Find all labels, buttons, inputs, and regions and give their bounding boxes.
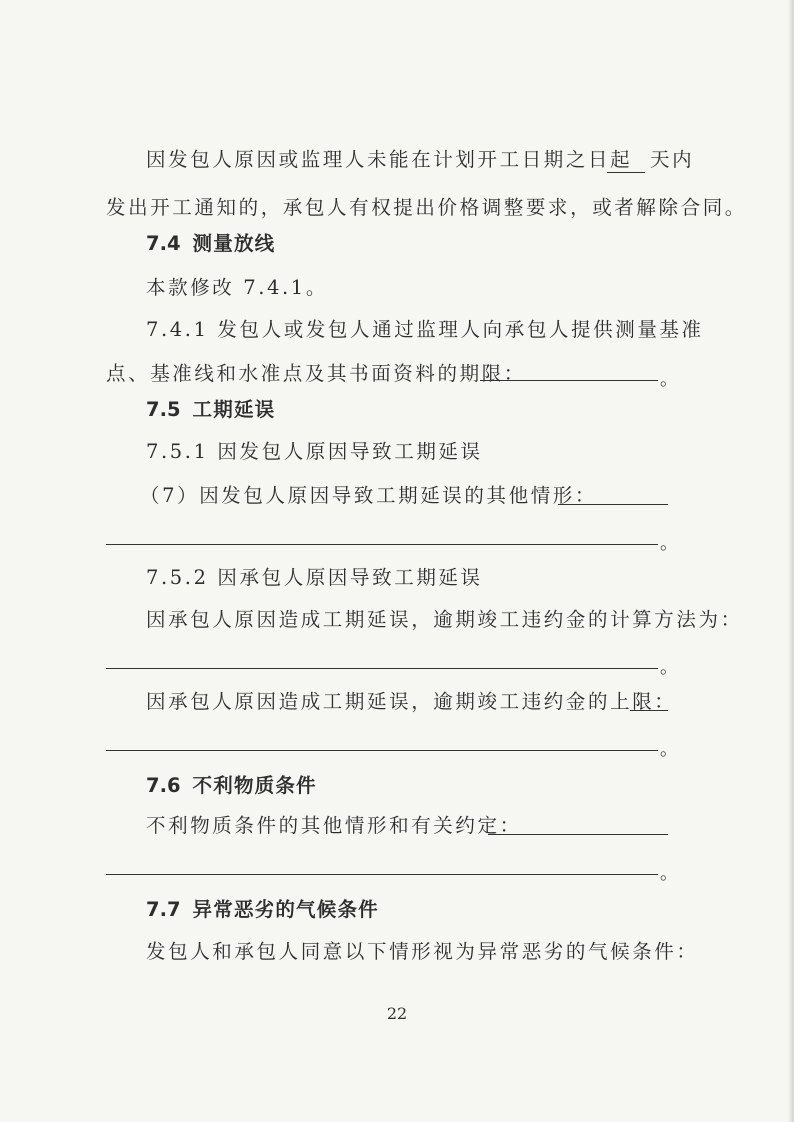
clause-7-4-1-line1: 7.4.1 发包人或发包人通过监理人向承包人提供测量基准 [146, 318, 704, 341]
penalty-limit-text: 因承包人原因造成工期延误，逾期竣工违约金的上限： [146, 690, 677, 713]
notice-text-before-blank: 因发包人原因或监理人未能在计划开工日期之日起 [146, 148, 633, 171]
page-edge [788, 0, 794, 1122]
notice-text-after-blank: 天内 [650, 148, 695, 171]
other-circumstances-blank-line2[interactable] [106, 544, 658, 545]
penalty-limit-blank-line2[interactable] [106, 750, 658, 751]
deadline-blank[interactable] [480, 380, 658, 381]
period-mark: 。 [660, 369, 678, 390]
clause-7-5-1-item-7: （7）因发包人原因导致工期延误的其他情形： [140, 484, 598, 507]
amendment-note: 本款修改 7.4.1。 [146, 276, 328, 299]
penalty-calculation-blank[interactable] [106, 668, 658, 669]
period-mark: 。 [660, 533, 678, 554]
section-title: 工期延误 [192, 398, 276, 421]
clause-7-5-2-title: 7.5.2 因承包人原因导致工期延误 [146, 566, 483, 589]
section-7-7-heading [146, 898, 379, 922]
clause-7-4-1-line2: 点、基准线和水准点及其书面资料的期限： [106, 362, 526, 385]
severe-weather-text: 发包人和承包人同意以下情形视为异常恶劣的气候条件： [146, 940, 699, 963]
section-title: 测量放线 [192, 232, 276, 255]
section-number: 7.4 [146, 232, 181, 255]
period-mark: 。 [660, 863, 678, 884]
page-number: 22 [386, 1004, 408, 1023]
adverse-conditions-blank-line2[interactable] [106, 874, 658, 875]
period-mark: 。 [660, 739, 678, 760]
notice-paragraph-line1 [146, 148, 632, 172]
section-number: 7.7 [146, 898, 181, 921]
penalty-calculation-text: 因承包人原因造成工期延误，逾期竣工违约金的计算方法为： [146, 608, 743, 631]
adverse-conditions-blank[interactable] [488, 834, 668, 835]
other-circumstances-blank[interactable] [558, 504, 668, 505]
section-number: 7.6 [146, 774, 181, 797]
section-7-6-heading [146, 774, 317, 798]
days-blank[interactable] [607, 172, 645, 173]
clause-7-5-1-title: 7.5.1 因发包人原因导致工期延误 [146, 440, 483, 463]
section-title: 不利物质条件 [192, 774, 317, 797]
period-mark: 。 [660, 657, 678, 678]
section-number: 7.5 [146, 398, 181, 421]
section-7-5-heading [146, 398, 275, 422]
section-title: 异常恶劣的气候条件 [192, 898, 379, 921]
section-7-4-heading [146, 232, 275, 256]
adverse-conditions-text: 不利物质条件的其他情形和有关约定： [146, 814, 522, 837]
penalty-limit-blank[interactable] [630, 710, 668, 711]
notice-paragraph-line2: 发出开工通知的，承包人有权提出价格调整要求，或者解除合同。 [106, 196, 747, 219]
